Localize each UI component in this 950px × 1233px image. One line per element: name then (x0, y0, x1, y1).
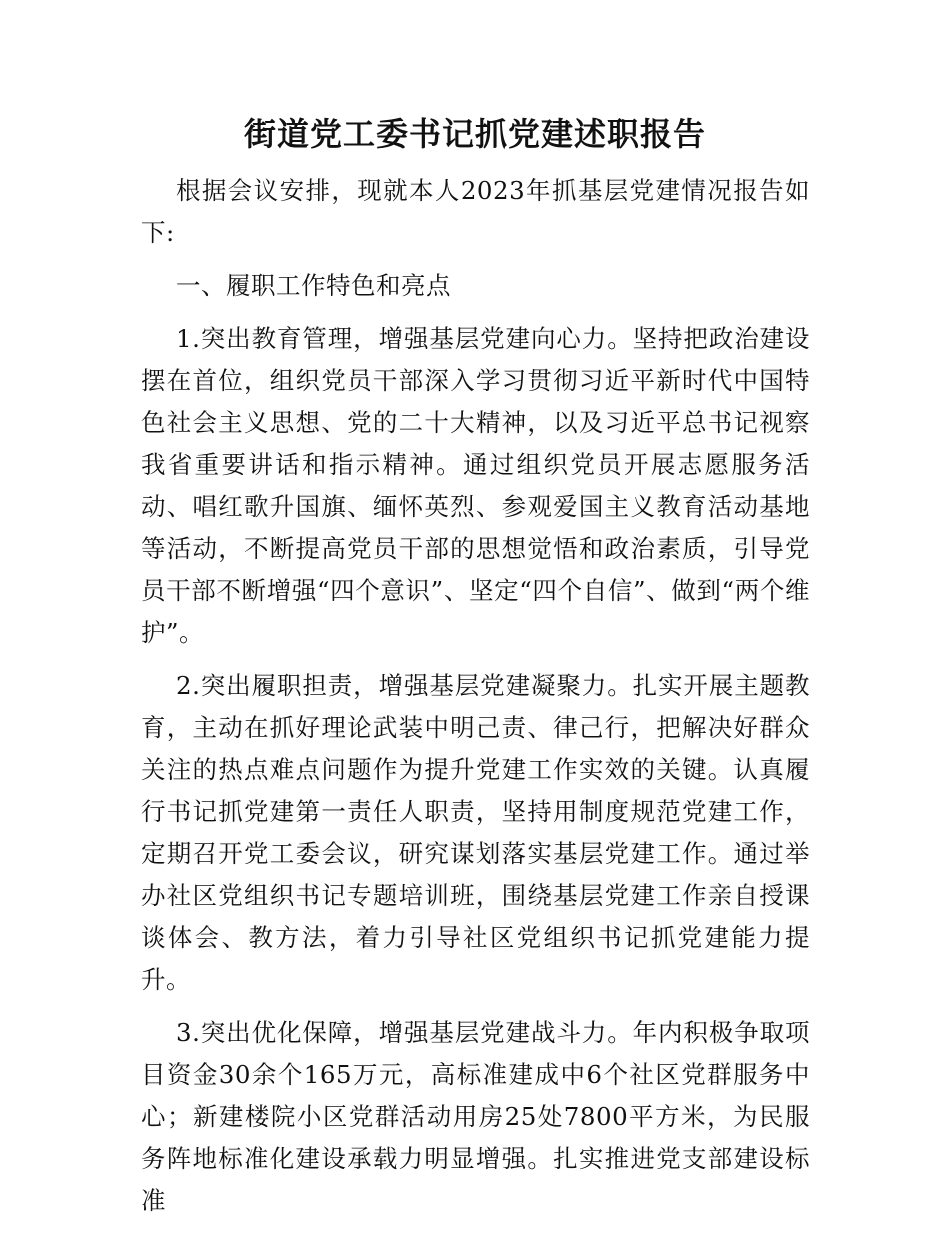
item-1-paragraph: 1.突出教育管理，增强基层党建向心力。坚持把政治建设摆在首位，组织党员干部深入学习贯彻习近平新时代中国特色社会主义思想、党的二十大精神，以及习近平总书记视察我省重要讲话和指示精神。通过组织党员开展志愿服务活动、唱红歌升国旗、缅怀英烈、参观爱国主义教育活动基地等活动，不断提高党员干部的思想觉悟和政治素质，引导党员干部不断增强“四个意识”、坚定“四个自信”、做到“两个维护”。 (141, 324, 810, 647)
section-heading: 一、履职工作特色和亮点 (176, 271, 451, 300)
document-body (141, 170, 810, 1233)
document-title: 街道党工委书记抓党建述职报告 (243, 115, 706, 153)
item-3-paragraph: 3.突出优化保障，增强基层党建战斗力。年内积极争取项目资金30余个165万元，高标准建成中6个社区党群服务中心；新建楼院小区党群活动用房25处7800平方米，为民服务阵地标准化建设承载力明显增强。扎实推进党支部建设标准 (141, 1018, 810, 1215)
intro-paragraph: 根据会议安排，现就本人2023年抓基层党建情况报告如下: (141, 176, 810, 247)
item-2-paragraph: 2.突出履职担责，增强基层党建凝聚力。扎实开展主题教育，主动在抓好理论武装中明己责、律己行，把解决好群众关注的热点难点问题作为提升党建工作实效的关键。认真履行书记抓党建第一责任人职责，坚持用制度规范党建工作，定期召开党工委会议，研究谋划落实基层党建工作。通过举办社区党组织书记专题培训班，围绕基层党建工作亲自授课谈体会、教方法，着力引导社区党组织书记抓党建能力提升。 (141, 671, 810, 994)
